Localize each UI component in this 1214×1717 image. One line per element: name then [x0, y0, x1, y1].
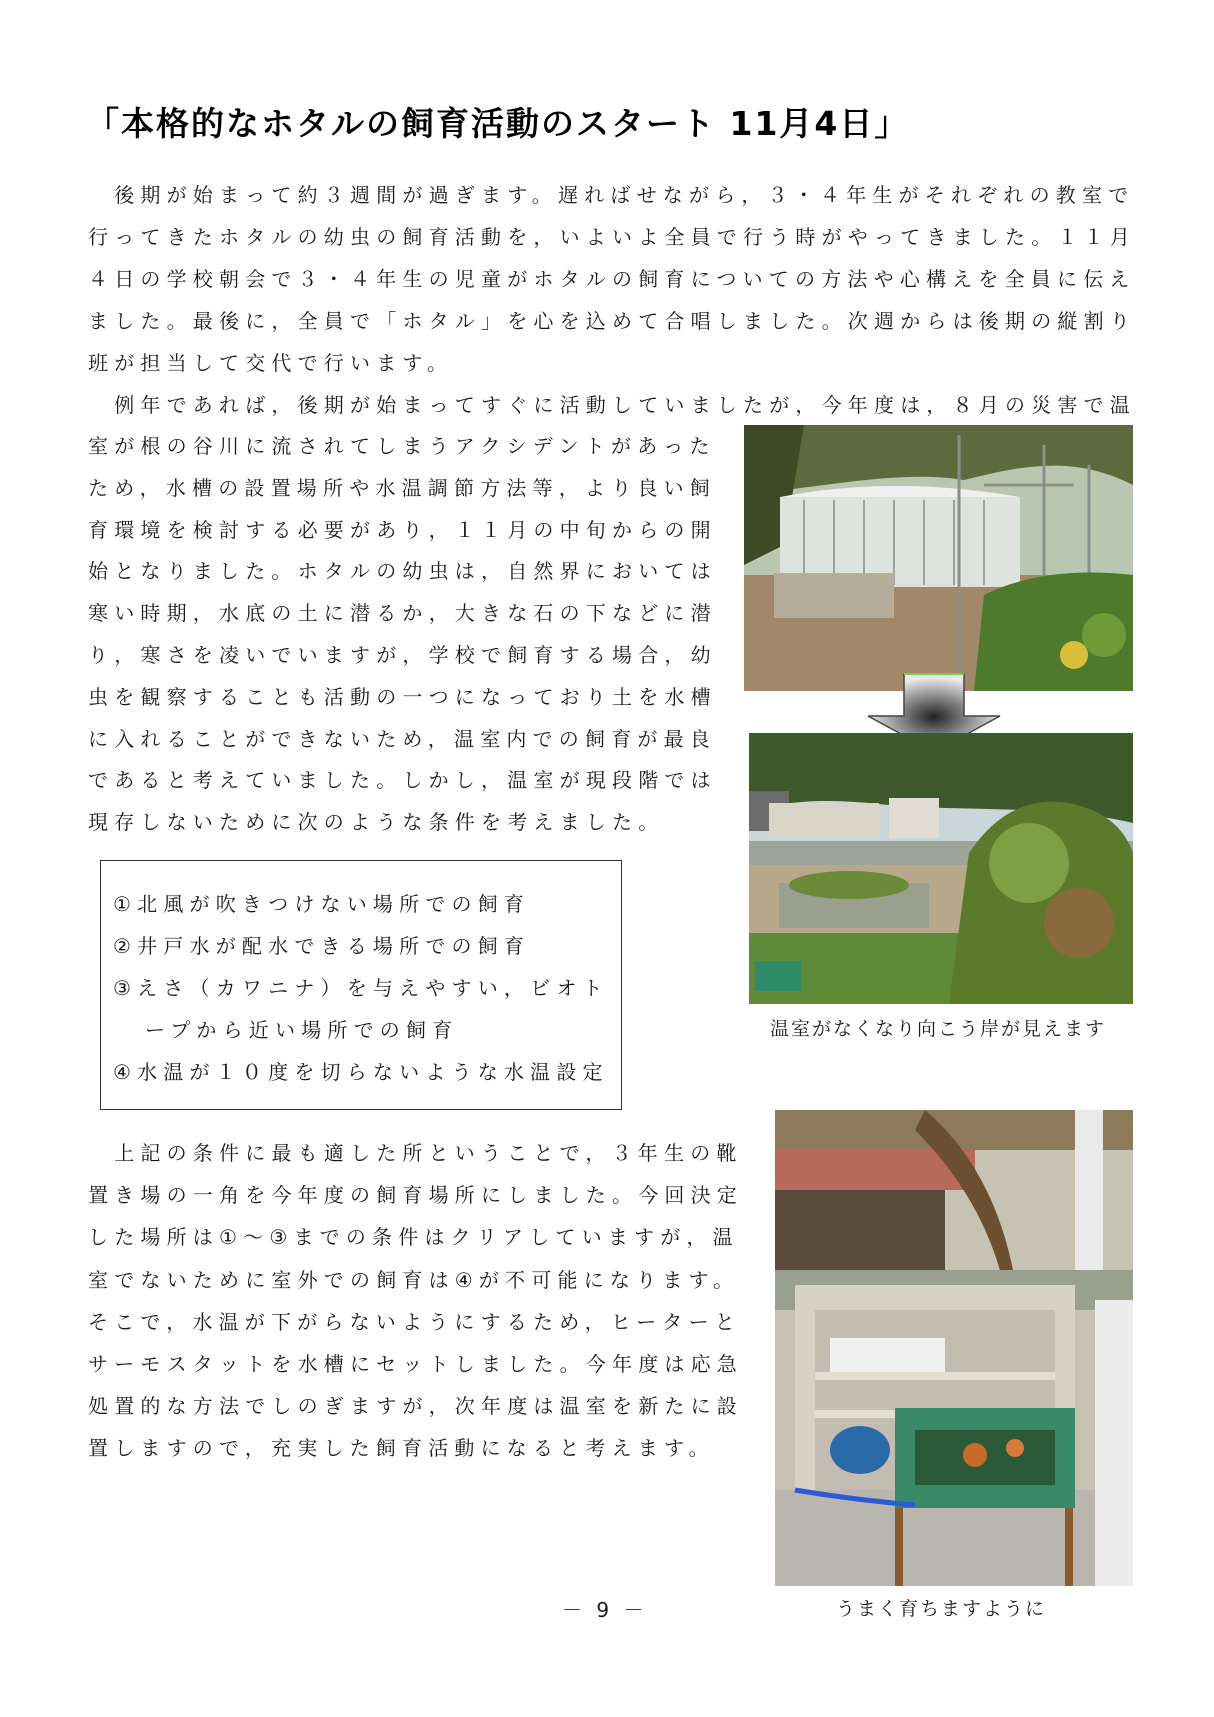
paragraph-new-location: [88, 1132, 743, 1470]
text-line: した場所は①～③までの条件はクリアしていますが，温: [88, 1225, 739, 1250]
text-line: 室でないために室外での飼育は④が不可能になります。: [88, 1267, 740, 1292]
photo-caption: うまく育ちますように: [836, 1598, 1047, 1620]
page-title: 「本格的なホタルの飼育活動のスタート 11月4日」: [86, 104, 910, 143]
photo-caption: 温室がなくなり向こう岸が見えます: [770, 1018, 1107, 1040]
text-line: 置き場の一角を今年度の飼育場所にしました。今回決定: [88, 1183, 743, 1208]
condition-item: ①北風が吹きつけない場所での飼育: [113, 892, 531, 916]
paragraph-intro: [88, 174, 1134, 384]
paragraph-background-first-line: [88, 384, 1136, 426]
text-line: 室が根の谷川に流されてしまうアクシデントがあった: [88, 434, 716, 458]
text-line: 寒い時期，水底の土に潜るか，大きな石の下などに潜: [88, 601, 717, 626]
fish-tank-photo: [775, 1110, 1133, 1586]
greenhouse-photo: [744, 425, 1133, 691]
conditions-box: [100, 860, 622, 1110]
text-line: 例年であれば，後期が始まってすぐに活動していましたが，今年度は，８月の災害で温: [88, 393, 1136, 417]
condition-item: ③えさ（カワニナ）を与えやすい，ビオト: [113, 976, 609, 1000]
text-line: 後期が始まって約３週間が過ぎます。遅ればせながら，３・４年生がそれぞれの教室で: [88, 183, 1135, 207]
text-line: 上記の条件に最も適した所ということで，３年生の靴: [88, 1141, 743, 1165]
text-line: 現存しないために次のような条件を考えました。: [88, 810, 665, 835]
text-line: 虫を観察することも活動の一つになっており土を水槽: [88, 684, 717, 709]
paragraph-background: [88, 426, 717, 844]
text-line: ４日の学校朝会で３・４年生の児童がホタルの飼育についての方法や心構えを全員に伝え: [88, 267, 1136, 291]
condition-item-continued: ープから近い場所での飼育: [145, 1018, 459, 1042]
text-line: 育環境を検討する必要があり，１１月の中旬からの開: [88, 517, 717, 542]
text-line: に入れることができないため，温室内での飼育が最良: [88, 726, 716, 751]
text-line: り，寒さを凌いでいますが，学校で飼育する場合，幼: [88, 642, 717, 667]
text-line: ました。最後に，全員で「ホタル」を心を込めて合唱しました。次週からは後期の縦割り: [88, 309, 1136, 333]
text-line: であると考えていました。しかし，温室が現段階では: [88, 768, 717, 793]
text-line: そこで，水温が下がらないようにするため，ヒーターと: [88, 1309, 741, 1334]
text-line: 始となりました。ホタルの幼虫は，自然界においては: [88, 559, 717, 584]
text-line: 置しますので，充実した飼育活動になると考えます。: [88, 1436, 715, 1461]
text-line: 処置的な方法でしのぎますが，次年度は温室を新たに設: [88, 1394, 743, 1419]
page-number: － 9 －: [562, 1598, 648, 1622]
condition-item: ②井戸水が配水できる場所での飼育: [113, 934, 531, 958]
text-line: 行ってきたホタルの幼虫の飼育活動を，いよいよ全員で行う時がやってきました。１１月: [88, 225, 1136, 249]
empty-site-photo: [749, 733, 1133, 1004]
conditions-list: [113, 883, 609, 1093]
text-line: 班が担当して交代で行います。: [88, 351, 454, 375]
text-line: サーモスタットを水槽にセットしました。今年度は応急: [88, 1352, 743, 1377]
condition-item: ④水温が１０度を切らないような水温設定: [113, 1060, 609, 1084]
text-line: ため，水槽の設置場所や水温調節方法等，より良い飼: [88, 475, 716, 500]
